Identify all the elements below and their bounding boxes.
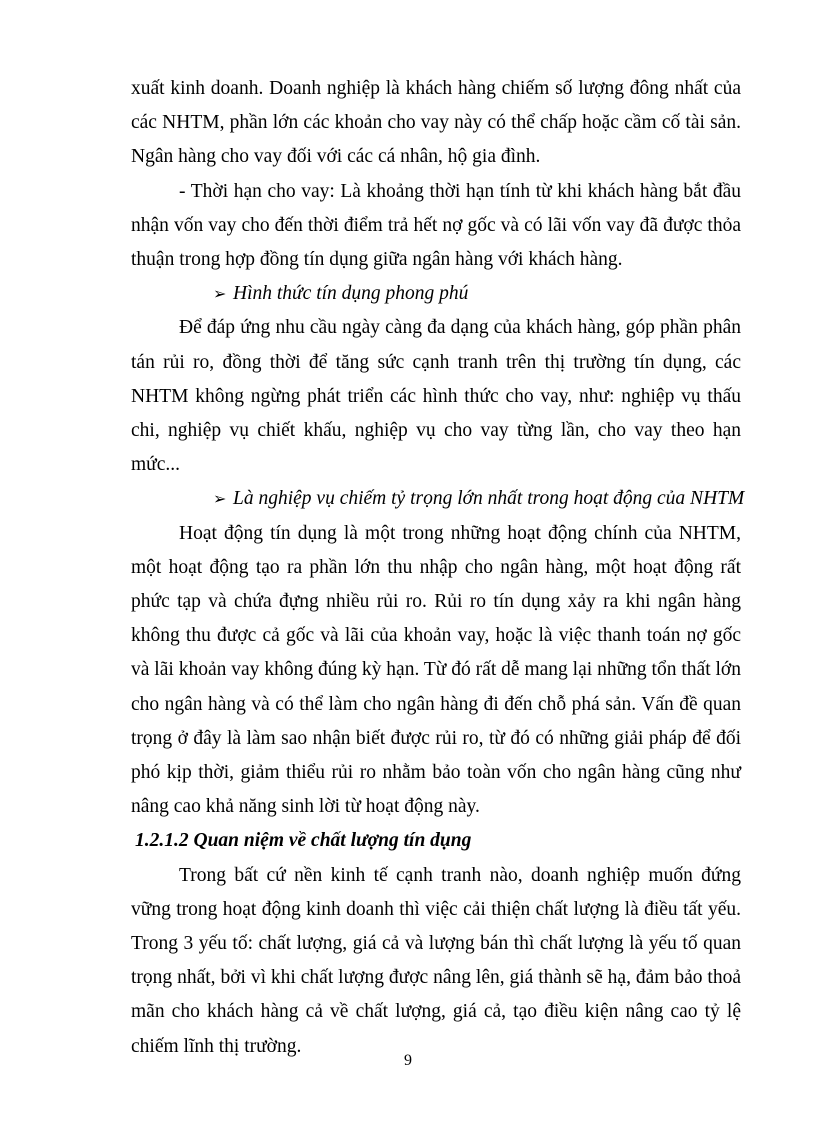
paragraph-credit-risk: Hoạt động tín dụng là một trong những hoạt động chính của NHTM, một hoạt động tạo ra phần lớn thu nhập cho ngân hàng, một hoạt động rất phức tạp và chứa đựng nhiều rủi ro. Rủi ro tín dụng xảy ra khi ngân hàng không thu được cả gốc và lãi của khoản vay, hoặc là việc thanh toán nợ gốc và lãi khoản vay không đúng kỳ hạn. Từ đó rất dễ mang lại những tổn thất lớn cho ngân hàng và có thể làm cho ngân hàng đi đến chỗ phá sản. Vấn đề quan trọng ở đây là làm sao nhận biết được rủi ro, từ đó có những giải pháp để đối phó kịp thời, giảm thiểu rủi ro nhằm bảo toàn vốn cho ngân hàng cũng như nâng cao khả năng sinh lời từ hoạt động này. xyxy=(131,522,741,818)
paragraph-loan-term: - Thời hạn cho vay: Là khoảng thời hạn tính từ khi khách hàng bắt đầu nhận vốn vay cho đến thời điểm trả hết nợ gốc và có lãi vốn vay đã được thỏa thuận trong hợp đồng tín dụng giữa ngân hàng với khách hàng. xyxy=(131,180,741,271)
paragraph-quality: Trong bất cứ nền kinh tế cạnh tranh nào, doanh nghiệp muốn đứng vững trong hoạt động kinh doanh thì việc cải thiện chất lượng là điều tất yếu. Trong 3 yếu tố: chất lượng, giá cả và lượng bán thì chất lượng là yếu tố quan trọng nhất, bởi vì khi chất lượng được nâng lên, giá thành sẽ hạ, đảm bảo thoả mãn cho khách hàng cả về chất lượng, giá cả, tạo điều kiện nâng cao tỷ lệ chiếm lĩnh thị trường. xyxy=(131,864,741,1057)
paragraph-credit-forms: Để đáp ứng nhu cầu ngày càng đa dạng của khách hàng, góp phần phân tán rủi ro, đồng thời để tăng sức cạnh tranh trên thị trường tín dụng, các NHTM không ngừng phát triển các hình thức cho vay, như: nghiệp vụ thấu chi, nghiệp vụ chiết khấu, nghiệp vụ cho vay từng lần, cho vay theo hạn mức... xyxy=(131,317,741,476)
arrowhead-bullet-icon: ➢ xyxy=(213,284,227,304)
page-body xyxy=(131,72,745,1064)
page-number: 9 xyxy=(404,1052,412,1069)
bullet-largest-share xyxy=(131,482,745,516)
bullet-largest-share-text: Là nghiệp vụ chiếm tỷ trọng lớn nhất trong hoạt động của NHTM xyxy=(233,488,745,510)
bullet-credit-forms xyxy=(131,277,741,311)
arrowhead-bullet-icon: ➢ xyxy=(213,489,227,509)
bullet-credit-forms-text: Hình thức tín dụng phong phú xyxy=(233,283,469,305)
paragraph-borrowers: xuất kinh doanh. Doanh nghiệp là khách hàng chiếm số lượng đông nhất của các NHTM, phần lớn các khoản cho vay này có thể chấp hoặc cầm cố tài sản. Ngân hàng cho vay đối với các cá nhân, hộ gia đình. xyxy=(131,78,741,168)
section-heading: 1.2.1.2 Quan niệm về chất lượng tín dụng xyxy=(135,830,472,852)
